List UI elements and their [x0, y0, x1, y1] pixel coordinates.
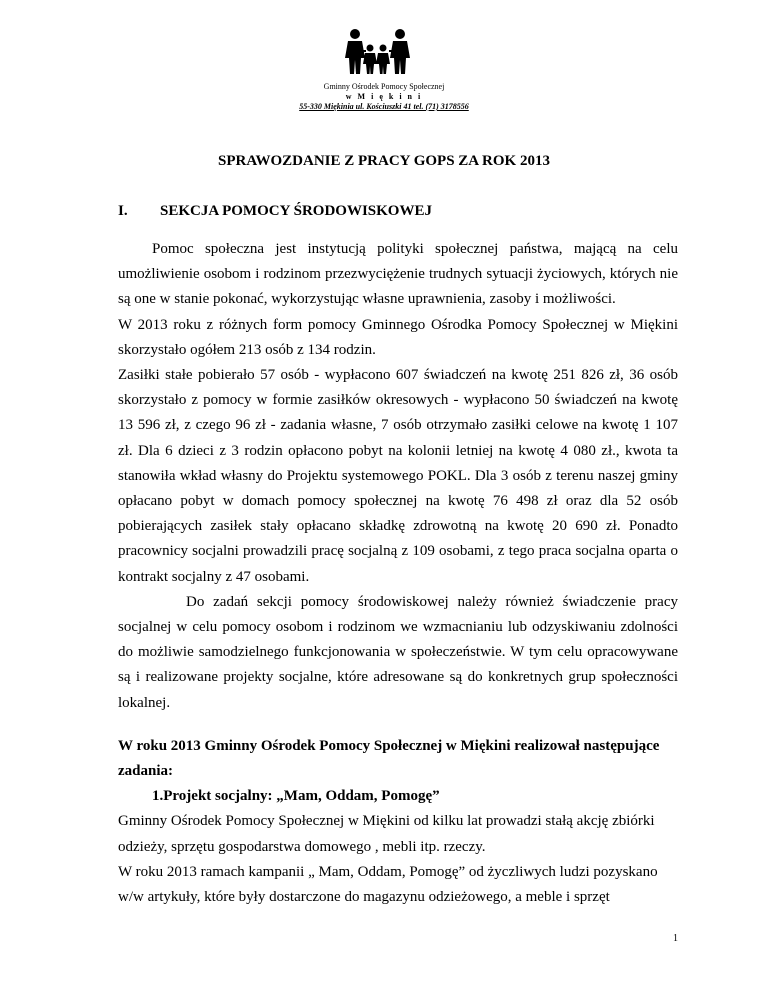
section-number: I.	[118, 203, 128, 219]
document-body	[118, 237, 678, 910]
family-silhouette-icon	[343, 28, 413, 76]
project-heading: 1.Projekt socjalny: „Mam, Oddam, Pomogę”	[152, 788, 440, 805]
paragraph: Pomoc społeczna jest instytucją polityki społecznej państwa, mającą na celu umożliwienie osobom i rodzinom przezwyciężenie trudnych sytuacji życiowych, których nie są one w stanie pokonać, wykorzystując własne uprawnienia, zasoby i możliwości.	[118, 241, 678, 308]
document-title: SPRAWOZDANIE Z PRACY GOPS ZA ROK 2013	[218, 153, 550, 169]
page-number: 1	[673, 933, 678, 944]
paragraph: Do zadań sekcji pomocy środowiskowej należy również świadczenie pracy socjalnej w celu pomocy osobom i rodzinom we wzmacnianiu lub odzyskiwaniu zdolności do możliwie samodzielnego funkcjonowania w społeczeństwie. W tym celu opracowywane są i realizowane projekty socjalne, które adresowane są do konkretnych grup społeczności lokalnej.	[118, 593, 678, 711]
org-town: w M i ę k i n i	[345, 92, 423, 101]
tasks-heading: W roku 2013 Gminny Ośrodek Pomocy Społecznej w Miękini realizował następujące zadania:	[118, 737, 660, 780]
paragraph: W 2013 roku z różnych form pomocy Gminnego Ośrodka Pomocy Społecznej w Miękini skorzystało ogółem 213 osób z 134 rodzin.	[118, 316, 678, 358]
paragraph: Gminny Ośrodek Pomocy Społecznej w Miękini od kilku lat prowadzi stałą akcję zbiórki odzieży, sprzętu gospodarstwa domowego , mebli itp. rzeczy.	[118, 813, 655, 855]
paragraph: W roku 2013 ramach kampanii „ Mam, Oddam, Pomogę” od życzliwych ludzi pozyskano w/w artykuły, które były dostarczone do magazynu odzieżowego, a meble i sprzęt	[118, 863, 658, 906]
section-title: SEKCJA POMOCY ŚRODOWISKOWEJ	[160, 203, 432, 219]
org-address: 55-330 Miękinia ul. Kościuszki 41 tel. (71) 3178556	[299, 102, 469, 111]
org-name: Gminny Ośrodek Pomocy Społecznej	[323, 82, 445, 91]
paragraph: Zasiłki stałe pobierało 57 osób - wypłacono 607 świadczeń na kwotę 251 826 zł, 36 osób skorzystało z pomocy w formie zasiłków okresowych - wypłacono 50 świadczeń na kwotę 13 596 zł, z czego 96 zł - zadania własne, 7 osób otrzymało zasiłki celowe na kwotę 1 107 zł. Dla 6 dzieci z 3 rodzin opłacono pobyt na kolonii letniej na kwotę 4 080 zł., kwota ta stanowiła wkład własny do Projektu systemowego POKL. Dla 3 osób z terenu naszej gminy opłacano pobyt w domach pomocy społecznej na kwotę 76 498 zł oraz dla 52 osób pobierających zasiłek stały opłacano składkę zdrowotną na kwotę 20 690 zł. Ponadto pracownicy socjalni prowadzili pracę socjalną z 109 osobami, z tego praca socjalna oparta o kontrakt socjalny z 47 osobami.	[118, 367, 678, 585]
